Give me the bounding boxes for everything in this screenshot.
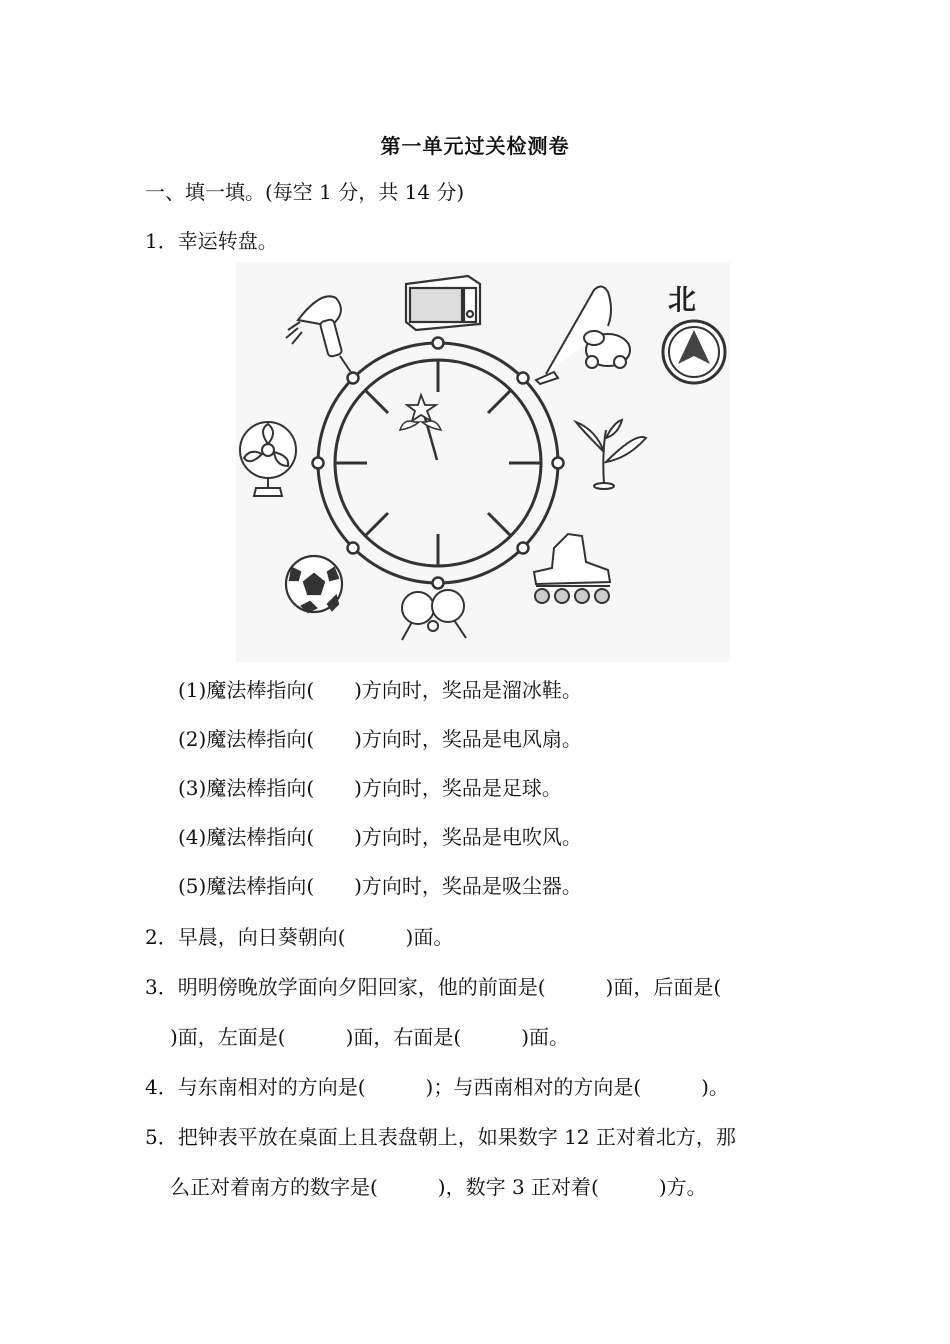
inline-skate-icon [534, 534, 610, 603]
question-1-sub-5: (5)魔法棒指向( )方向时，奖品是吸尘器。 [178, 874, 582, 898]
question-3-line-1: 3．明明傍晚放学面向夕阳回家，他的前面是( )面，后面是( [145, 975, 722, 999]
question-5-line-2: 么正对着南方的数字是( )，数字 3 正对着( )方。 [170, 1175, 707, 1199]
question-1-sub-2: (2)魔法棒指向( )方向时，奖品是电风扇。 [178, 727, 582, 751]
plant-icon [576, 420, 646, 489]
soccer-ball-icon [286, 556, 342, 612]
question-1-sub-1: (1)魔法棒指向( )方向时，奖品是溜冰鞋。 [178, 678, 582, 702]
north-label: 北 [667, 283, 697, 316]
question-1-sub-4: (4)魔法棒指向( )方向时，奖品是电吹风。 [178, 825, 582, 849]
section-heading: 一、填一填。(每空 1 分，共 14 分) [145, 180, 465, 204]
question-1-sub-3: (3)魔法棒指向( )方向时，奖品是足球。 [178, 776, 562, 800]
vacuum-cleaner-icon [536, 286, 630, 384]
question-1-stem: 1．幸运转盘。 [145, 229, 278, 253]
ping-pong-paddles-icon [402, 590, 466, 640]
lucky-wheel-figure [236, 262, 730, 662]
page-title: 第一单元过关检测卷 [380, 134, 570, 158]
question-2: 2．早晨，向日葵朝向( )面。 [145, 925, 454, 949]
question-5-line-1: 5．把钟表平放在桌面上且表盘朝上，如果数字 12 正对着北方，那 [145, 1125, 736, 1149]
hair-dryer-icon [286, 296, 352, 374]
question-4: 4．与东南相对的方向是( )；与西南相对的方向是( )。 [145, 1075, 729, 1099]
electric-fan-icon [240, 422, 296, 496]
question-3-line-2: )面，左面是( )面，右面是( )面。 [170, 1025, 570, 1049]
north-compass-icon [663, 283, 725, 383]
magic-wand-icon [400, 395, 441, 460]
microwave-icon [406, 276, 480, 330]
